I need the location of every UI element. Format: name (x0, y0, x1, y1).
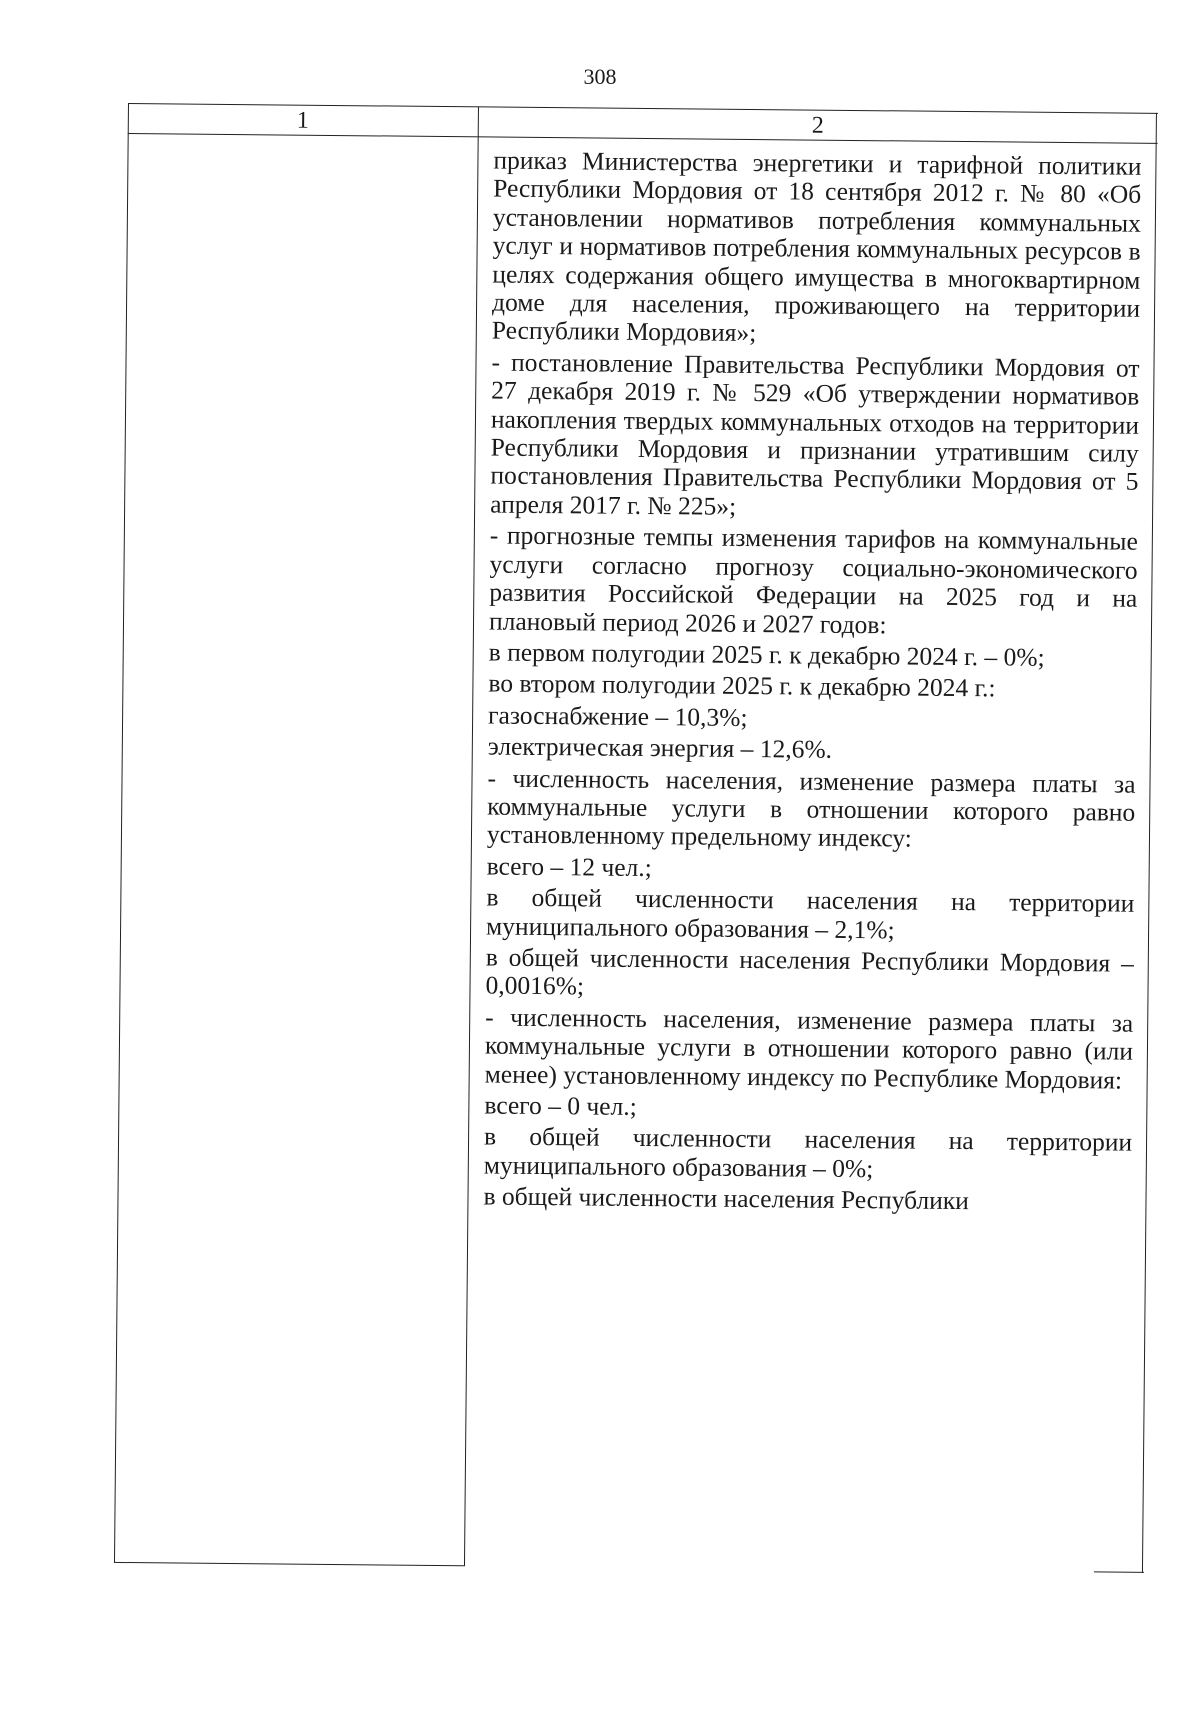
column-2-content (483, 147, 1141, 1221)
paragraph: - постановление Правительства Республики Мордовия от 27 декабря 2019 г. № 529 «Об утверждении нормативов накопления твердых коммунальных отходов на территории Республики Мордовия и признании утратившим силу постановления Правительства Республики Мордовия от 5 апреля 2017 г. № 225»; (490, 347, 1140, 521)
paragraph: всего – 0 чел.; (484, 1090, 637, 1121)
paragraph: в общей численности населения на территории муниципального образования – 0%; (483, 1121, 1133, 1184)
table-bottom-border-right (1094, 1571, 1144, 1572)
paragraph: всего – 12 чел.; (486, 851, 652, 882)
document-table (114, 103, 1158, 1573)
paragraph: в первом полугодии 2025 г. к декабрю 2024 г. – 0%; (488, 637, 1045, 672)
page-number: 308 (583, 64, 617, 89)
paragraph: - численность населения, изменение размера платы за коммунальные услуги в отношении которого равно установленному предельному индексу: (486, 763, 1136, 853)
paragraph: в общей численности населения на территории муниципального образования – 2,1%; (485, 882, 1135, 944)
paragraph: приказ Министерства энергетики и тарифной политики Республики Мордовия от 18 сентября 2012 г. № 80 «Об установлении нормативов потребления коммунальных услуг и нормативов потребления коммунальных ресурсов в целях содержания общего имущества в многоквартирном доме для населения, проживающего на территории Республики Мордовия»; (491, 145, 1142, 348)
paragraph: в общей численности населения Республики (483, 1181, 970, 1216)
paragraph: - численность населения, изменение размера платы за коммунальные услуги в отношении которого равно (или менее) установленному индексу по Республике Мордовия: (484, 1002, 1134, 1095)
column-header-1: 1 (296, 107, 309, 134)
paragraph: электрическая энергия – 12,6%. (487, 731, 833, 764)
paragraph: - прогнозные темпы изменения тарифов на коммунальные услуги согласно прогнозу социально-экономического развития Российской Федерации на 2025 год и на плановый период 2026 и 2027 годов: (488, 520, 1138, 639)
column-header-2: 2 (811, 112, 824, 139)
paragraph: газоснабжение – 10,3%; (488, 700, 748, 732)
paragraph: в общей численности населения Республики Мордовия – 0,0016%; (485, 942, 1134, 1001)
paragraph: во втором полугодии 2025 г. к декабрю 2024 г.: (488, 668, 996, 703)
